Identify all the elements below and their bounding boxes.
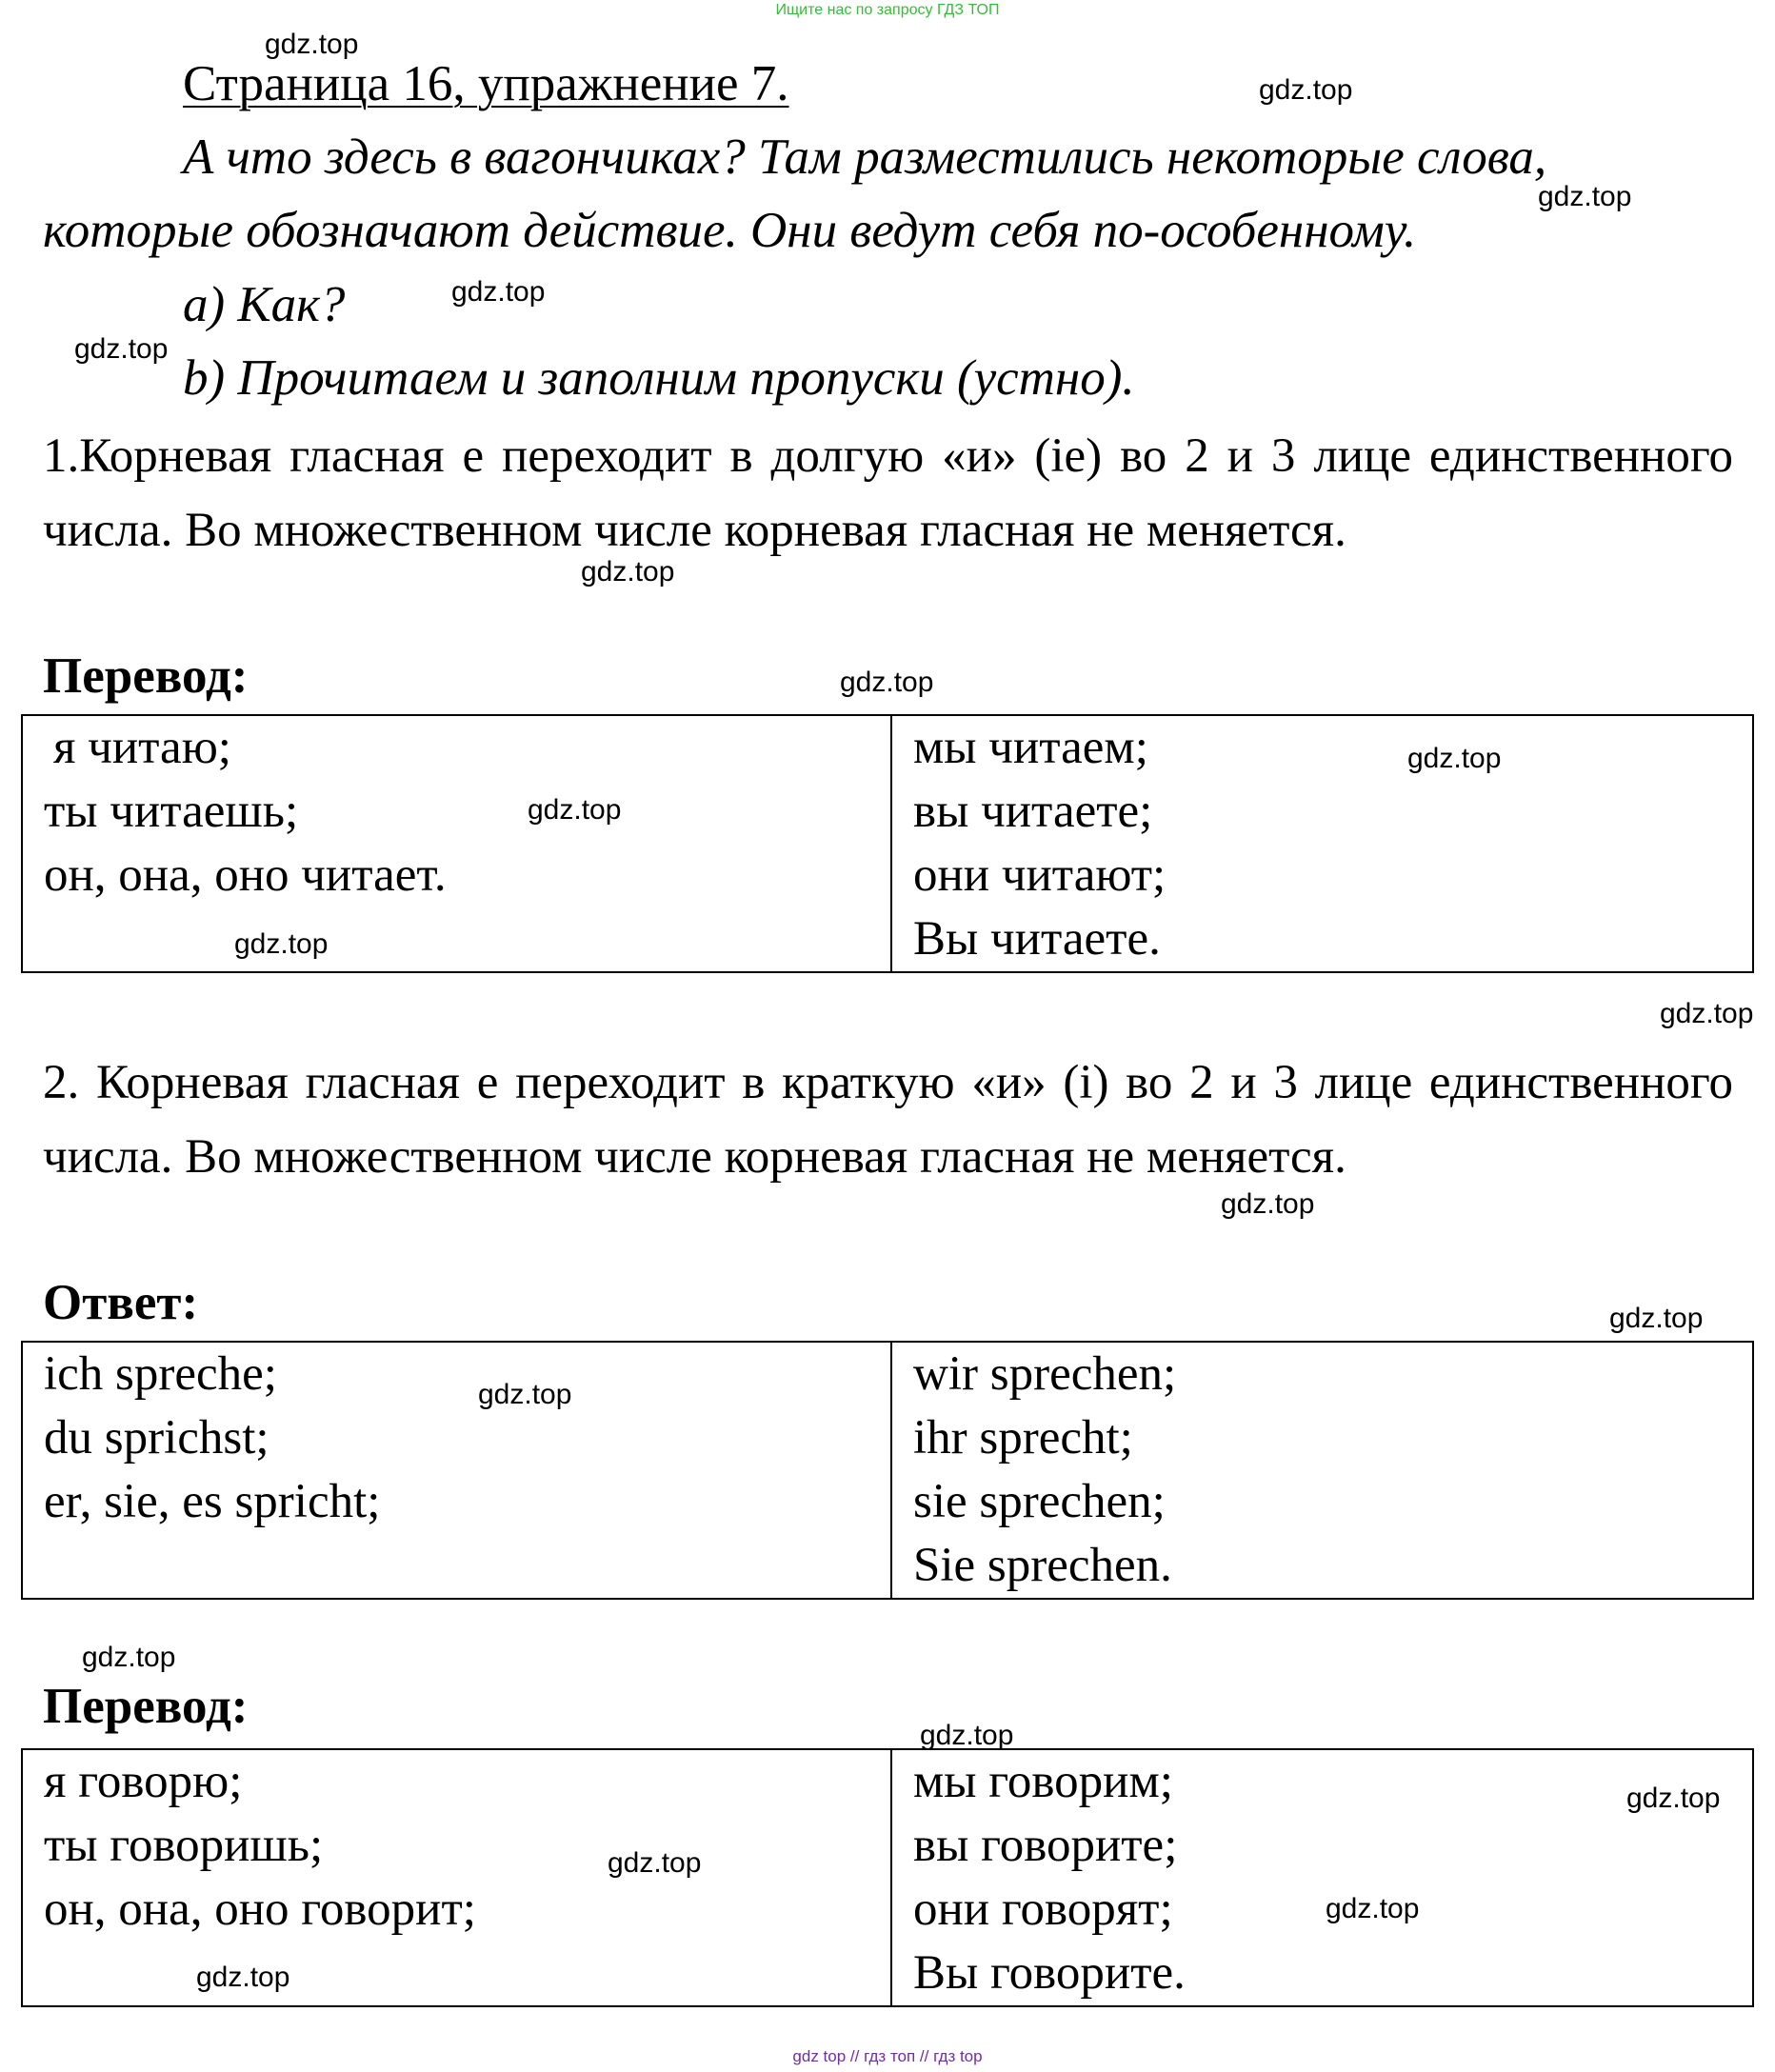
watermark: gdz.top xyxy=(1326,1893,1420,1924)
watermark: gdz.top xyxy=(1221,1188,1315,1220)
section-3-heading: Перевод: xyxy=(43,1679,249,1734)
watermark: gdz.top xyxy=(581,556,675,588)
table-row: ты читаешь; xyxy=(44,785,299,838)
table-row: wir sprechen; xyxy=(913,1347,1177,1401)
watermark: gdz.top xyxy=(1538,181,1632,212)
conjugation-table-2 xyxy=(21,1341,1754,1600)
table-3-plural xyxy=(891,1749,1753,2006)
watermark: gdz.top xyxy=(608,1847,702,1879)
watermark: gdz.top xyxy=(1660,998,1754,1029)
watermark: gdz.top xyxy=(265,29,359,60)
watermark: gdz.top xyxy=(1609,1303,1704,1334)
watermark: gdz.top xyxy=(196,1962,290,1993)
table-row: Вы говорите. xyxy=(913,1946,1186,2000)
watermark: gdz.top xyxy=(528,794,622,826)
watermark: gdz.top xyxy=(451,276,546,308)
table-row: он, она, оно читает. xyxy=(44,848,447,902)
table-2-plural xyxy=(891,1342,1753,1599)
table-row: я говорю; xyxy=(44,1755,243,1808)
table-1-singular xyxy=(22,715,891,972)
table-row: sie sprechen; xyxy=(913,1475,1166,1528)
section-1-heading: Перевод: xyxy=(43,648,249,704)
watermark: gdz.top xyxy=(234,928,329,960)
watermark: gdz.top xyxy=(920,1720,1014,1751)
table-row: мы говорим; xyxy=(913,1755,1173,1808)
table-row: они читают; xyxy=(913,848,1167,902)
section-2-heading: Ответ: xyxy=(43,1275,199,1330)
table-row: ты говоришь; xyxy=(44,1819,324,1872)
table-row: вы читаете; xyxy=(913,785,1153,838)
table-row: они говорят; xyxy=(913,1883,1173,1936)
watermark: gdz.top xyxy=(478,1379,572,1410)
watermark: gdz.top xyxy=(840,667,934,698)
table-3-singular xyxy=(22,1749,891,2006)
table-row: Вы читаете. xyxy=(913,912,1161,966)
top-banner: Ищите нас по запросу ГДЗ ТОП xyxy=(775,2,1000,18)
watermark: gdz.top xyxy=(1407,743,1502,774)
intro-line-2: которые обозначают действие. Они ведут себя по-особенному. xyxy=(43,203,1417,258)
watermark: gdz.top xyxy=(82,1642,176,1673)
intro-line-1: А что здесь в вагончиках? Там разместились некоторые слова, xyxy=(183,130,1547,185)
watermark: gdz.top xyxy=(1259,74,1353,106)
table-row: er, sie, es spricht; xyxy=(44,1475,381,1528)
table-row: я читаю; xyxy=(53,721,231,774)
rule-2: 2. Корневая гласная е переходит в краткую «и» (i) во 2 и 3 лице единственного числа. Во множественном числе корневая гласная не меняется. xyxy=(43,1056,1733,1184)
question-a: а) Как? xyxy=(183,277,346,332)
table-row: мы читаем; xyxy=(913,721,1148,774)
table-row: ich spreche; xyxy=(44,1347,277,1401)
watermark: gdz.top xyxy=(1626,1783,1721,1814)
watermark: gdz.top xyxy=(74,333,169,365)
table-row: вы говорите; xyxy=(913,1819,1178,1872)
rule-1: 1.Корневая гласная е переходит в долгую «и» (ie) во 2 и 3 лице единственного числа. Во множественном числе корневая гласная не меняется. xyxy=(43,429,1733,557)
table-row: Sie sprechen. xyxy=(913,1539,1172,1592)
table-1-plural xyxy=(891,715,1753,972)
page-title: Страница 16, упражнение 7. xyxy=(183,56,789,111)
table-row: du sprichst; xyxy=(44,1411,269,1464)
table-row: ihr sprecht; xyxy=(913,1411,1133,1464)
table-2-singular xyxy=(22,1342,891,1599)
question-b: b) Прочитаем и заполним пропуски (устно). xyxy=(183,350,1135,406)
footer-links: gdz top // гдз топ // гдз top xyxy=(792,2047,983,2065)
table-row: он, она, оно говорит; xyxy=(44,1883,476,1936)
